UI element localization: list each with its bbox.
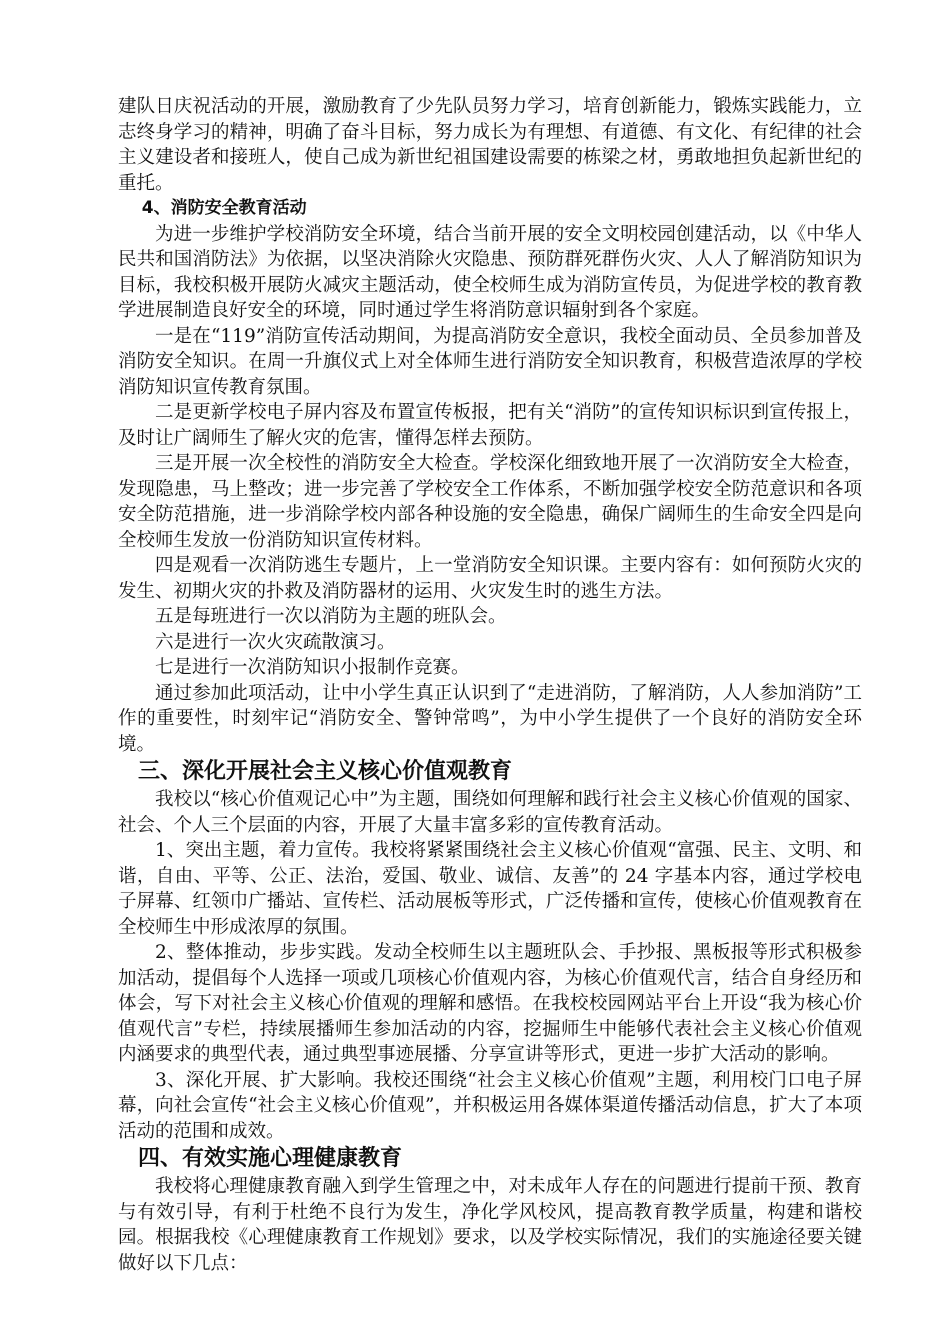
paragraph: 六是进行一次火灾疏散演习。 bbox=[155, 631, 396, 653]
paragraph: 为进一步维护学校消防安全环境，结合当前开展的安全文明校园创建活动，以《中华人民共和国消防法》为依据，以坚决消除火灾隐患、预防群死群伤火灾、人人了解消防知识为目标，我校积极开展防火减灾主题活动，使全校师生成为消防宣传员，为促进学校的教育教学进展制造良好安全的环境，同时通过学生将消防意识辐射到各个家庭。 bbox=[118, 223, 862, 321]
section-heading: 四、有效实施心理健康教育 bbox=[138, 1146, 403, 1171]
paragraph: 四是观看一次消防逃生专题片，上一堂消防安全知识课。主要内容有：如何预防火灾的发生、初期火灾的扑救及消防器材的运用、火灾发生时的逃生方法。 bbox=[118, 555, 862, 602]
document-page bbox=[118, 94, 862, 1276]
paragraph: 一是在“119”消防宣传活动期间，为提高消防安全意识，我校全面动员、全员参加普及消防安全知识。在周一升旗仪式上对全体师生进行消防安全知识教育，积极营造浓厚的学校消防知识宣传教育氛围。 bbox=[118, 325, 862, 398]
paragraph: 我校将心理健康教育融入到学生管理之中，对未成年人存在的问题进行提前干预、教育与有效引导，有利于杜绝不良行为发生，净化学风校风，提高教育教学质量，构建和谐校园。根据我校《心理健康教育工作规划》要求，以及学校实际情况，我们的实施途径要关键做好以下几点： bbox=[118, 1176, 862, 1274]
paragraph: 建队日庆祝活动的开展，激励教育了少先队员努力学习，培育创新能力，锻炼实践能力，立志终身学习的精神，明确了奋斗目标，努力成长为有理想、有道德、有文化、有纪律的社会主义建设者和接班人，使自己成为新世纪祖国建设需要的栋梁之材，勇敢地担负起新世纪的重托。 bbox=[118, 96, 862, 194]
paragraph: 1、突出主题，着力宣传。我校将紧紧围绕社会主义核心价值观“富强、民主、文明、和谐，自由、平等、公正、法治，爱国、敬业、诚信、友善”的 24 字基本内容，通过学校电子屏幕、红领巾广播站、宣传栏、活动展板等形式，广泛传播和宣传，使核心价值观教育在全校师生中形成浓厚的氛围。 bbox=[118, 840, 862, 938]
paragraph: 3、深化开展、扩大影响。我校还围绕“社会主义核心价值观”主题，利用校门口电子屏幕，向社会宣传“社会主义核心价值观”，并积极运用各媒体渠道传播活动信息，扩大了本项活动的范围和成效。 bbox=[118, 1069, 862, 1142]
paragraph: 二是更新学校电子屏内容及布置宣传板报，把有关“消防”的宣传知识标识到宣传报上，及时让广阔师生了解火灾的危害，懂得怎样去预防。 bbox=[118, 402, 862, 449]
paragraph: 我校以“核心价值观记心中”为主题，围绕如何理解和践行社会主义核心价值观的国家、社会、个人三个层面的内容，开展了大量丰富多彩的宣传教育活动。 bbox=[118, 789, 862, 836]
paragraph: 通过参加此项活动，让中小学生真正认识到了“走进消防，了解消防，人人参加消防”工作的重要性，时刻牢记“消防安全、警钟常鸣”，为中小学生提供了一个良好的消防安全环境。 bbox=[118, 682, 862, 755]
paragraph: 2、整体推动，步步实践。发动全校师生以主题班队会、手抄报、黑板报等形式积极参加活动，提倡每个人选择一项或几项核心价值观内容，为核心价值观代言，结合自身经历和体会，写下对社会主义核心价值观的理解和感悟。在我校校园网站平台上开设“我为核心价值观代言”专栏，持续展播师生参加活动的内容，挖掘师生中能够代表社会主义核心价值观内涵要求的典型代表，通过典型事迹展播、分享宣讲等形式，更进一步扩大活动的影响。 bbox=[118, 942, 862, 1065]
paragraph: 三是开展一次全校性的消防安全大检查。学校深化细致地开展了一次消防安全大检查，发现隐患，马上整改；进一步完善了学校安全工作体系，不断加强学校安全防范意识和各项安全防范措施，进一步消除学校内部各种设施的安全隐患，确保广阔师生的生命安全四是向全校师生发放一份消防知识宣传材料。 bbox=[118, 453, 862, 551]
subsection-heading: 4、消防安全教育活动 bbox=[141, 198, 307, 218]
paragraph: 七是进行一次消防知识小报制作竞赛。 bbox=[155, 657, 470, 678]
paragraph: 五是每班进行一次以消防为主题的班队会。 bbox=[155, 606, 507, 627]
section-heading: 三、深化开展社会主义核心价值观教育 bbox=[138, 759, 513, 784]
